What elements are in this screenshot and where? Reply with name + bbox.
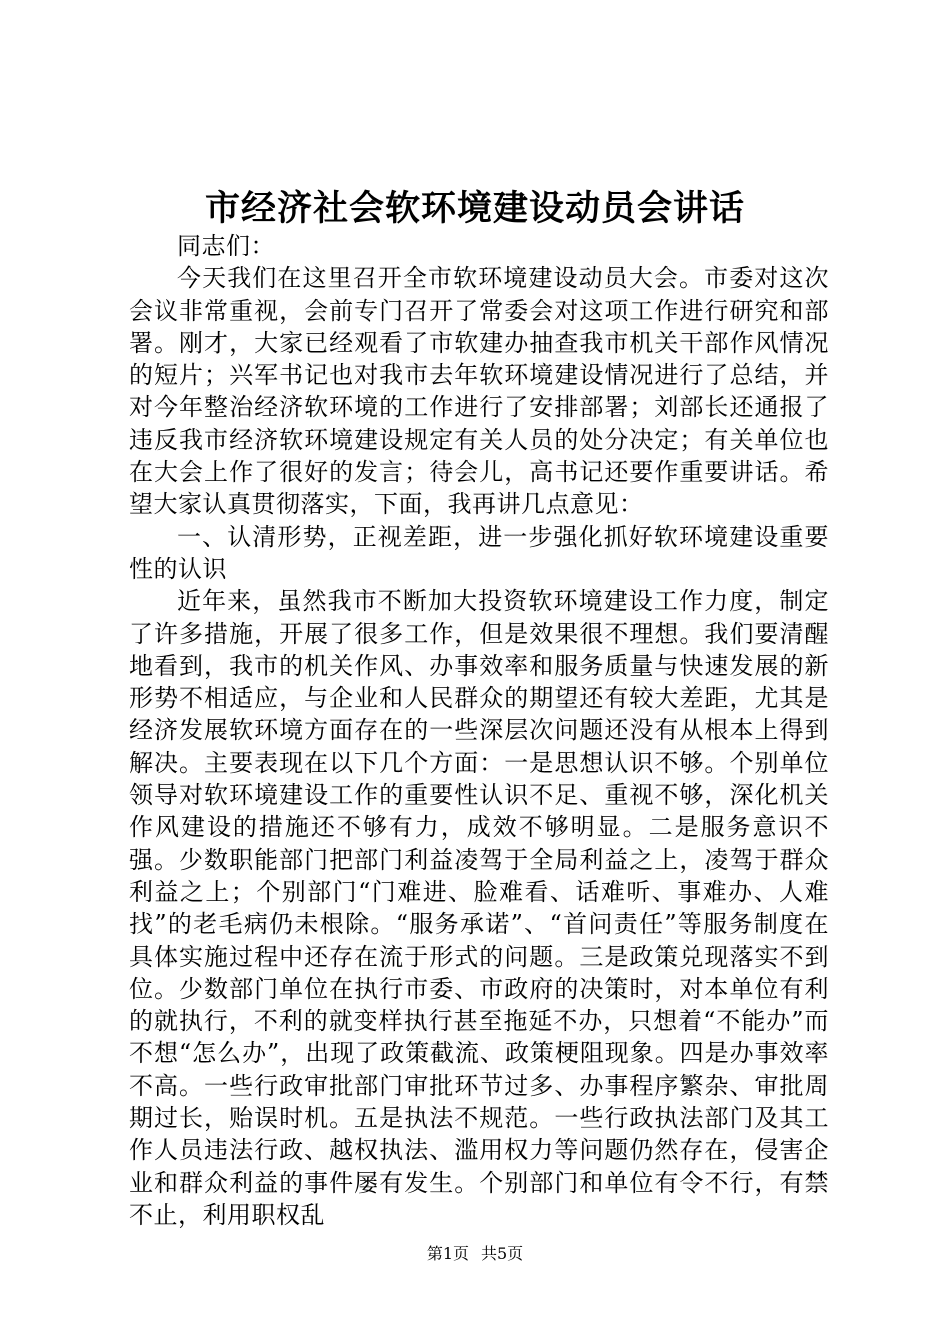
page-number-current: 第1页 [426,1244,469,1263]
body-paragraph: 近年来，虽然我市不断加大投资软环境建设工作力度，制定了许多措施，开展了很多工作，但是效果很不理想。我们要清醒地看到，我市的机关作风、办事效率和服务质量与快速发展的新形势不相适应，与企业和人民群众的期望还有较大差距，尤其是经济发展软环境方面存在的一些深层次问题还没有从根本上得到解决。主要表现在以下几个方面：一是思想认识不够。个别单位领导对软环境建设工作的重要性认识不足、重视不够，深化机关作风建设的措施还不够有力，成效不够明显。二是服务意识不强。少数职能部门把部门利益凌驾于全局利益之上，凌驾于群众利益之上；个别部门“门难进、脸难看、话难听、事难办、人难找”的老毛病仍未根除。“服务承诺”、“首问责任”等服务制度在具体实施过程中还存在流于形式的问题。三是政策兑现落实不到位。少数部门单位在执行市委、市政府的决策时，对本单位有利的就执行，不利的就变样执行甚至拖延不办，只想着“不能办”而不想“怎么办”，出现了政策截流、政策梗阻现象。四是办事效率不高。一些行政审批部门审批环节过多、办事程序繁杂、审批周期过长，贻误时机。五是执法不规范。一些行政执法部门及其工作人员违法行政、越权执法、滥用权力等问题仍然存在，侵害企业和群众利益的事件屡有发生。个别部门和单位有令不行，有禁不止，利用职权乱 [129,587,829,1229]
document-title: 市经济社会软环境建设动员会讲话 [204,188,745,229]
page-number-total: 共5页 [481,1244,524,1263]
intro-paragraph: 今天我们在这里召开全市软环境建设动员大会。市委对这次会议非常重视，会前专门召开了常委会对这项工作进行研究和部署。刚才，大家已经观看了市软建办抽查我市机关干部作风情况的短片；兴军书记也对我市去年软环境建设情况进行了总结，并对今年整治经济软环境的工作进行了安排部署；刘部长还通报了违反我市经济软环境建设规定有关人员的处分决定；有关单位也在大会上作了很好的发言；待会儿，高书记还要作重要讲话。希望大家认真贯彻落实，下面，我再讲几点意见： [129,264,829,519]
page-footer [0,1243,950,1265]
salutation-paragraph: 同志们： [177,232,275,260]
section-heading-1: 一、认清形势，正视差距，进一步强化抓好软环境建设重要性的认识 [129,522,829,583]
document-body [129,230,829,1231]
